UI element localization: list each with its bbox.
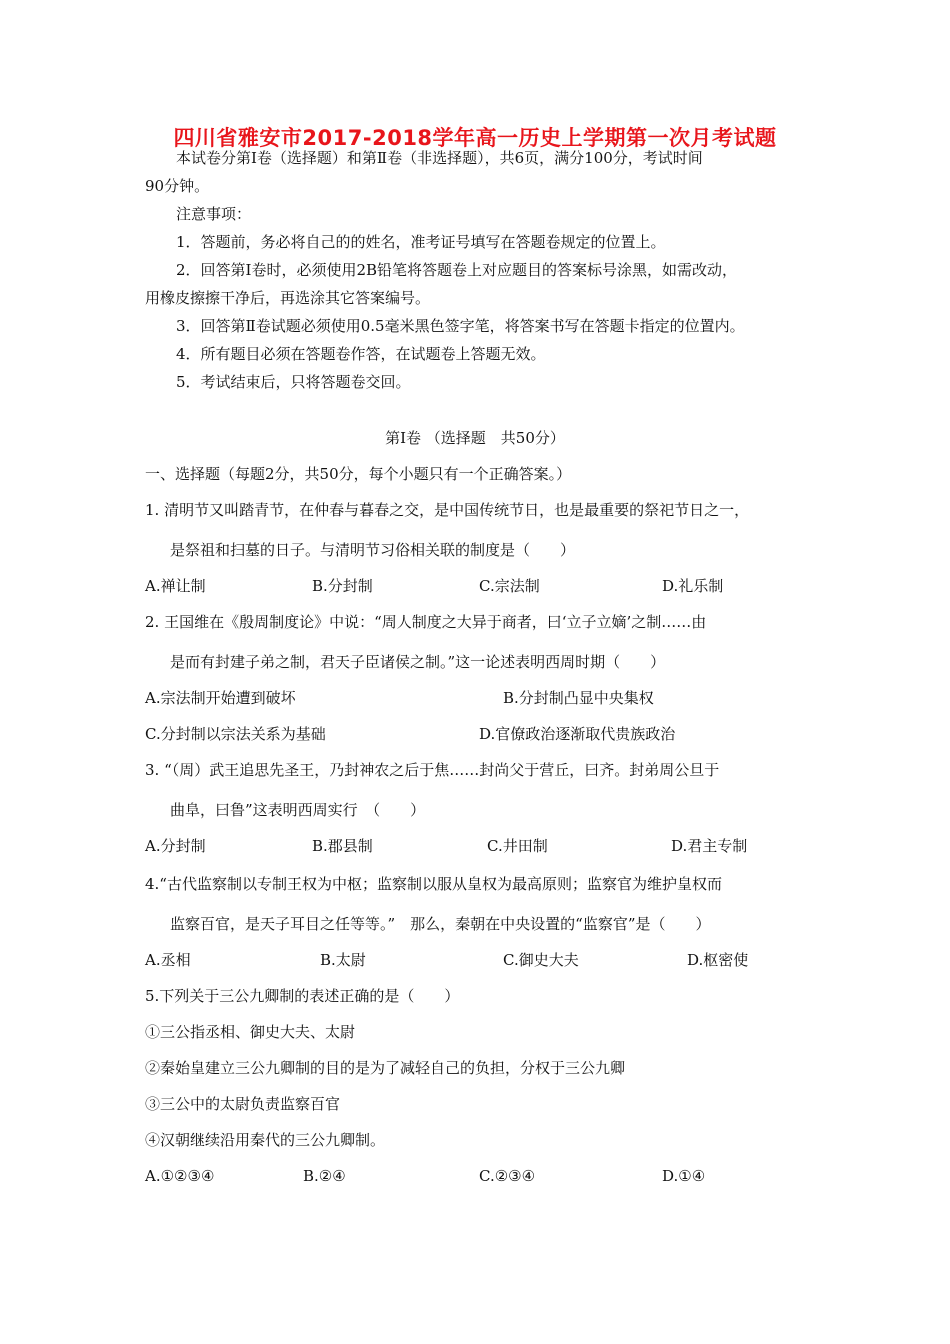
notice-item-3: 3．回答第Ⅱ卷试题必须使用0.5毫米黑色签字笔，将答案书写在答题卡指定的位置内。 bbox=[176, 317, 745, 335]
question-2-line-1: 2. 王国维在《殷周制度论》中说：“周人制度之大异于商者，曰‘立子立嫡’之制……由 bbox=[145, 613, 707, 631]
intro-line-1: 本试卷分第Ⅰ卷（选择题）和第Ⅱ卷（非选择题），共6页，满分100分，考试时间 bbox=[176, 149, 703, 167]
question-1-line-2: 是祭祖和扫墓的日子。与清明节习俗相关联的制度是（ ） bbox=[170, 541, 576, 559]
question-4-line-2: 监察百官，是天子耳目之任等等。” 那么，秦朝在中央设置的“监察官”是（ ） bbox=[170, 915, 711, 933]
section-instruction: 一、选择题（每题2分，共50分，每个小题只有一个正确答案。） bbox=[145, 465, 572, 483]
q5-option-a: A.①②③④ bbox=[145, 1167, 215, 1185]
q2-option-c: C.分封制以宗法关系为基础 bbox=[145, 725, 326, 743]
intro-line-2: 90分钟。 bbox=[145, 177, 210, 195]
question-2-line-2: 是而有封建子弟之制，君天子臣诸侯之制。”这一论述表明西周时期（ ） bbox=[170, 653, 666, 671]
question-3-line-2: 曲阜，曰鲁”这表明西周实行 （ ） bbox=[170, 801, 426, 819]
q5-option-d: D.①④ bbox=[662, 1167, 706, 1185]
notice-heading: 注意事项： bbox=[176, 205, 252, 223]
question-4-line-1: 4.“古代监察制以专制王权为中枢；监察制以服从皇权为最高原则；监察官为维护皇权而 bbox=[145, 875, 722, 893]
q5-statement-1: ①三公指丞相、御史大夫、太尉 bbox=[145, 1023, 356, 1041]
q1-option-c: C.宗法制 bbox=[479, 577, 540, 595]
q5-option-c: C.②③④ bbox=[479, 1167, 536, 1185]
q2-option-d: D.官僚政治逐渐取代贵族政治 bbox=[479, 725, 676, 743]
question-1-line-1: 1. 清明节又叫踏青节，在仲春与暮春之交，是中国传统节日，也是最重要的祭祀节日之一， bbox=[145, 501, 750, 519]
q5-statement-3: ③三公中的太尉负责监察百官 bbox=[145, 1095, 341, 1113]
notice-item-1: 1．答题前，务必将自己的的姓名，准考证号填写在答题卷规定的位置上。 bbox=[176, 233, 666, 251]
q2-option-a: A.宗法制开始遭到破坏 bbox=[145, 689, 296, 707]
q5-option-b: B.②④ bbox=[303, 1167, 346, 1185]
q4-option-c: C.御史大夫 bbox=[503, 951, 579, 969]
question-5-line-1: 5.下列关于三公九卿制的表述正确的是（ ） bbox=[145, 987, 460, 1005]
q4-option-a: A.丞相 bbox=[145, 951, 191, 969]
section-heading: 第Ⅰ卷 （选择题 共50分） bbox=[385, 429, 565, 447]
notice-item-2: 2．回答第Ⅰ卷时，必须使用2B铅笔将答题卷上对应题目的答案标号涂黑，如需改动， bbox=[176, 261, 738, 279]
q3-option-c: C.井田制 bbox=[487, 837, 548, 855]
q3-option-a: A.分封制 bbox=[145, 837, 206, 855]
notice-item-5: 5．考试结束后，只将答题卷交回。 bbox=[176, 373, 411, 391]
q4-option-b: B.太尉 bbox=[320, 951, 366, 969]
q3-option-d: D.君主专制 bbox=[671, 837, 748, 855]
notice-item-4: 4．所有题目必须在答题卷作答，在试题卷上答题无效。 bbox=[176, 345, 546, 363]
q5-statement-4: ④汉朝继续沿用秦代的三公九卿制。 bbox=[145, 1131, 386, 1149]
q4-option-d: D.枢密使 bbox=[687, 951, 749, 969]
exam-title: 四川省雅安市2017-2018学年高一历史上学期第一次月考试题 bbox=[173, 126, 777, 150]
q5-statement-2: ②秦始皇建立三公九卿制的目的是为了减轻自己的负担，分权于三公九卿 bbox=[145, 1059, 626, 1077]
notice-item-2-cont: 用橡皮擦擦干净后，再选涂其它答案编号。 bbox=[145, 289, 431, 307]
q2-option-b: B.分封制凸显中央集权 bbox=[503, 689, 654, 707]
question-3-line-1: 3. “（周）武王追思先圣王，乃封神农之后于焦……封尚父于营丘，曰齐。封弟周公旦于 bbox=[145, 761, 720, 779]
q1-option-b: B.分封制 bbox=[312, 577, 373, 595]
q1-option-a: A.禅让制 bbox=[145, 577, 206, 595]
q1-option-d: D.礼乐制 bbox=[662, 577, 724, 595]
q3-option-b: B.郡县制 bbox=[312, 837, 373, 855]
